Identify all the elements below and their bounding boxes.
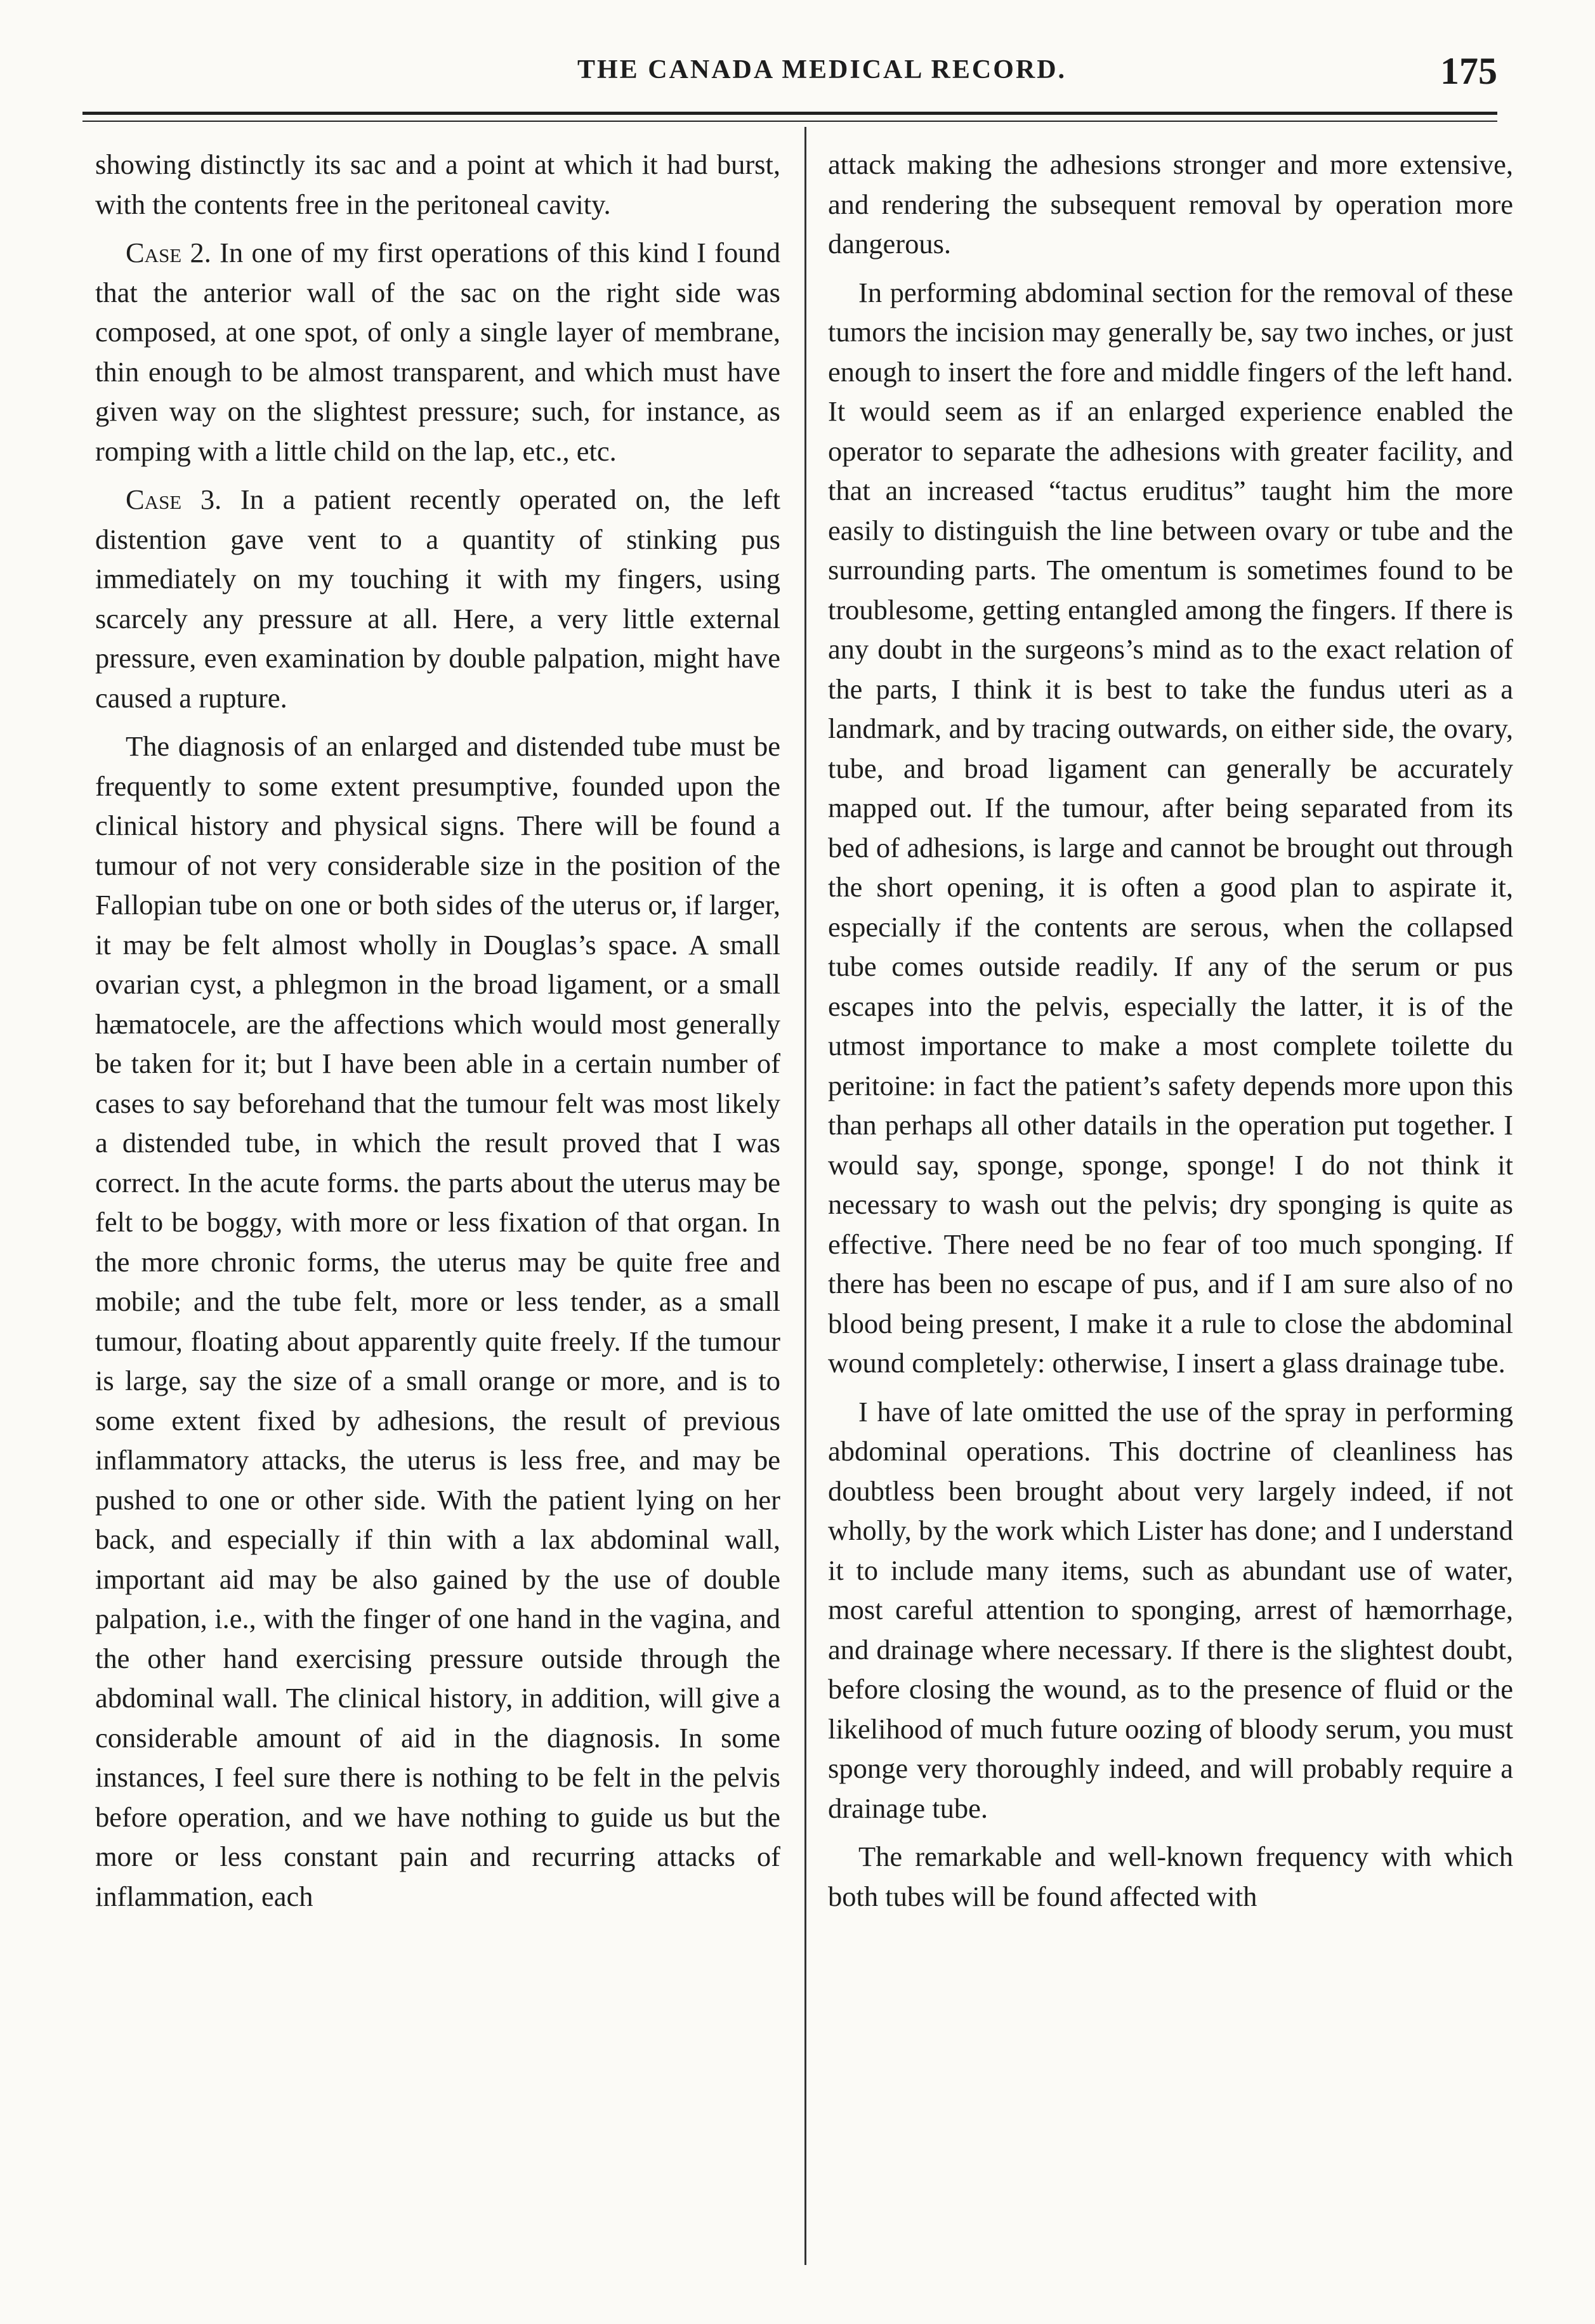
paragraph-text: I have of late omitted the use of the spray in performing abdominal operations. This doctrine of cleanliness has doubtless been brought about very largely indeed, if not wholly, by the work which Lister has done; and I understand it to include many items, such as abundant use of water, most careful attention to sponging, arrest of hæmorrhage, and drainage where necessary. If there is the slightest doubt, before closing the wound, as to the presence of fluid or the likelihood of much future oozing of bloody serum, you must sponge very thoroughly indeed, and will probably require a drainage tube.: [828, 1395, 1513, 1824]
paragraph-text: attack making the adhesions stronger and more extensive, and rendering the subsequent removal by operation more dangerous.: [828, 148, 1513, 259]
paragraph-text: In a patient recently operated on, the left distention gave vent to a quantity of stinking pus immediately on my touching it with my fingers, using scarcely any pressure at all. Here, a very little external pressure, even examination by double palpation, might have caused a rupture.: [95, 483, 781, 714]
paragraph-text: In performing abdominal section for the removal of these tumors the incision may generally be, say two inches, or just enough to insert the fore and middle fingers of the left hand. It would seem as if an enlarged experience enabled the operator to separate the adhesions with greater facility, and that an increased “tactus eruditus” taught him the more easily to distinguish the line between ovary or tube and the surrounding parts. The omentum is sometimes found to be troublesome, getting entangled among the fingers. If there is any doubt in the surgeons’s mind as to the exact relation of the parts, I think it is best to take the fundus uteri as a landmark, and by tracing outwards, on either side, the ovary, tube, and broad ligament can generally be accurately mapped out. If the tumour, after being separated from its bed of adhesions, is large and cannot be brought out through the short opening, it is often a good plan to aspirate it, especially if the contents are serous, when the collapsed tube comes outside readily. If any of the serum or pus escapes into the pelvis, especially the latter, it is of the utmost importance to make a most complete toilette du peritoine: in fact the patient’s safety depends more upon this than perhaps all other datails in the operation put together. I would say, sponge, sponge, sponge! I do not think it necessary to wash out the pelvis; dry sponging is quite as effective. There need be no fear of too much sponging. If there has been no escape of pus, and if I am sure also of no blood being present, I make it a rule to close the abdominal wound completely: otherwise, I insert a glass drainage tube.: [828, 276, 1513, 1379]
paragraph-text: The remarkable and well-known frequency with which both tubes will be found affected with: [828, 1841, 1513, 1912]
paragraph-continuation: [828, 145, 1513, 264]
header-rule-thin: [82, 121, 1497, 122]
paragraph-abdominal-section: [828, 273, 1513, 1383]
paragraph-frequency: [828, 1837, 1513, 1916]
paragraph-spray: [828, 1392, 1513, 1828]
page-number: 175: [1440, 50, 1497, 92]
paragraph-text: showing distinctly its sac and a point at which it had burst, with the contents free in the peritoneal cavity.: [95, 148, 780, 220]
header-rule-thick: [82, 112, 1497, 115]
case-label: Case 2.: [126, 237, 211, 268]
paragraph-continuation: [95, 145, 780, 224]
journal-title: THE CANADA MEDICAL RECORD.: [577, 55, 1067, 84]
running-head: [82, 49, 1497, 100]
paragraph-case-2: [95, 233, 780, 471]
paragraph-text: In one of my first operations of this kind I found that the anterior wall of the sac on the right side was composed, at one spot, of only a single layer of membrane, thin enough to be almost transparent, and which must have given way on the slightest pressure; such, for instance, as romping with a little child on the lap, etc., etc.: [95, 237, 781, 467]
column-divider: [804, 127, 806, 2265]
right-column: [828, 145, 1513, 1916]
paragraph-case-3: [95, 480, 780, 718]
paragraph-text: The diagnosis of an enlarged and distended tube must be frequently to some extent presumptive, founded upon the clinical history and physical signs. There will be found a tumour of not very considerable size in the position of the Fallopian tube on one or both sides of the uterus or, if larger, it may be felt almost wholly in Douglas’s space. A small ovarian cyst, a phlegmon in the broad ligament, or a small hæmatocele, are the affections which would most generally be taken for it; but I have been able in a certain number of cases to say beforehand that the tumour felt was most likely a distended tube, in which the result proved that I was correct. In the acute forms. the parts about the uterus may be felt to be boggy, with more or less fixation of that organ. In the more chronic forms, the uterus may be quite free and mobile; and the tube felt, more or less tender, as a small tumour, floating about apparently quite freely. If the tumour is large, say the size of a small orange or more, and is to some extent fixed by adhesions, the result of previous inflammatory attacks, the uterus is less free, and may be pushed to one or other side. With the patient lying on her back, and especially if thin with a lax abdominal wall, important aid may be also gained by the use of double palpation, i.e., with the finger of one hand in the vagina, and the other hand exercising pressure outside through the abdominal wall. The clinical history, in addition, will give a considerable amount of aid in the diagnosis. In some instances, I feel sure there is nothing to be felt in the pelvis before operation, and we have nothing to guide us but the more or less constant pain and recurring attacks of inflammation, each: [95, 730, 780, 1912]
case-label: Case 3.: [126, 483, 222, 515]
paragraph-diagnosis: [95, 726, 780, 1916]
left-column: [95, 145, 780, 1916]
